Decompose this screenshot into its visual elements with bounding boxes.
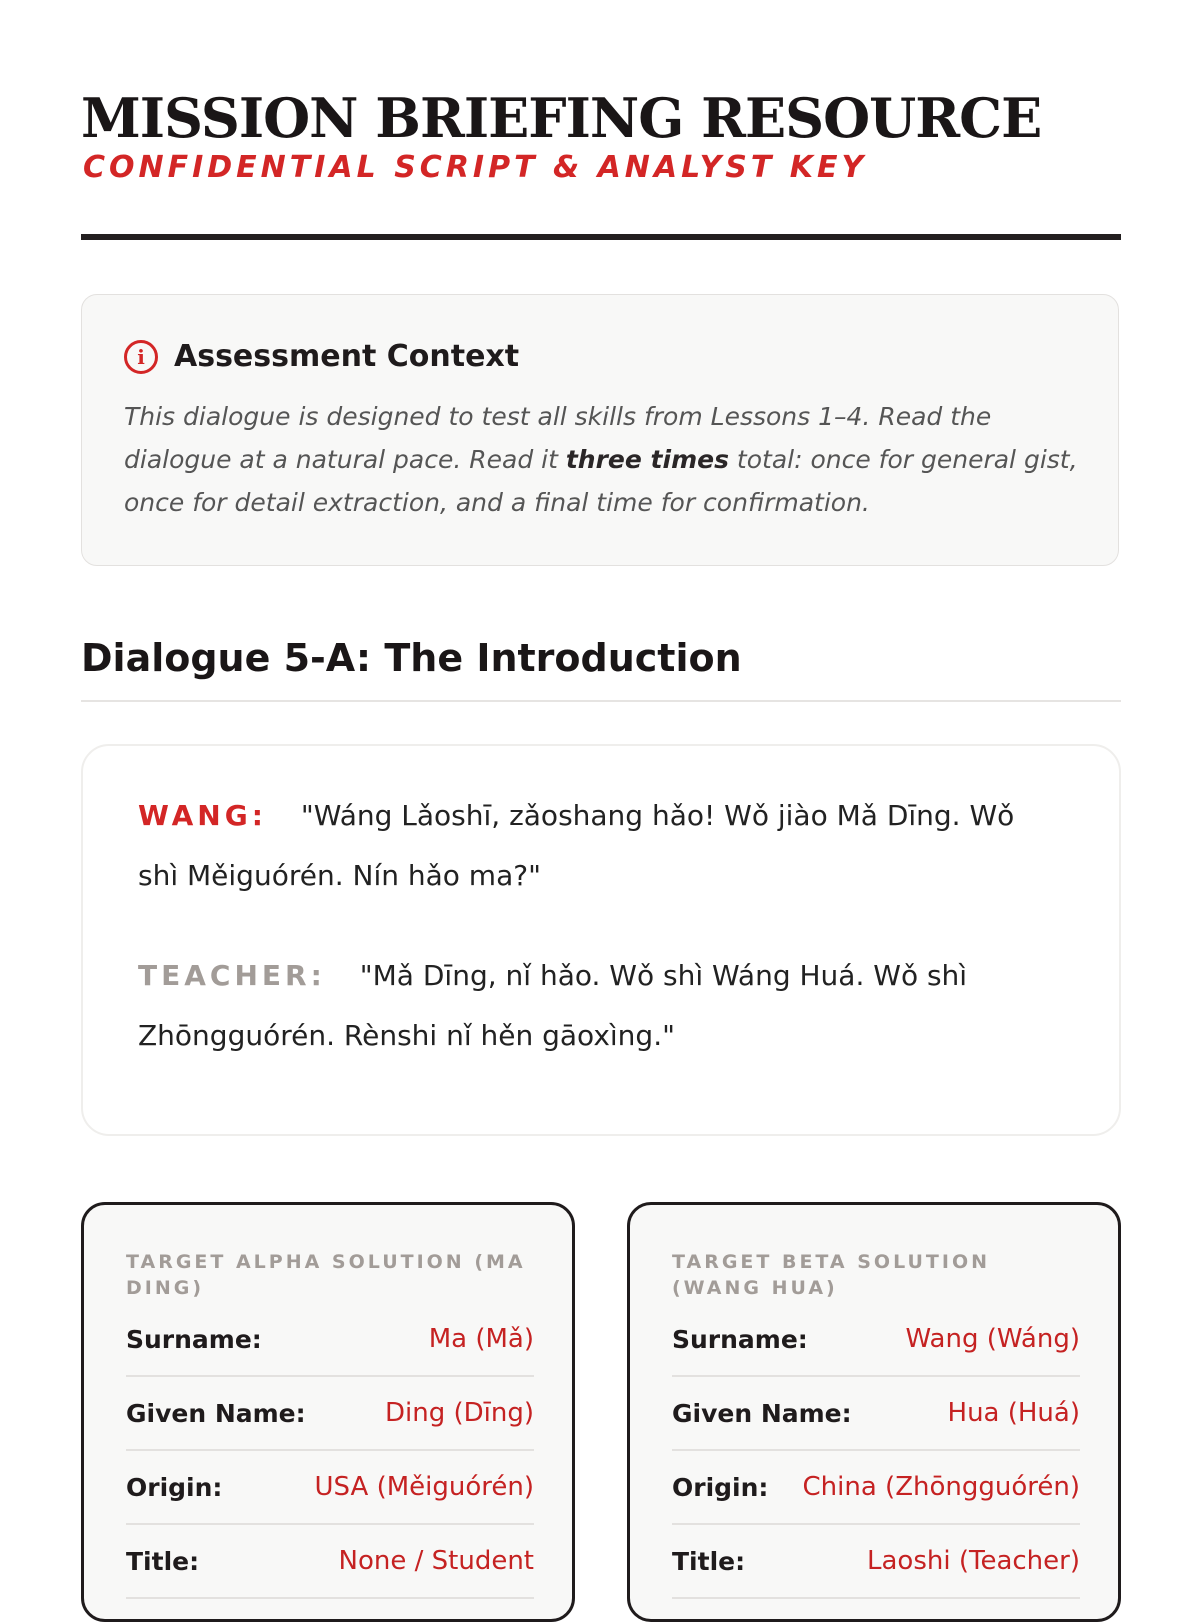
context-body: [124, 395, 1084, 524]
dialogue-script-box: [81, 744, 1121, 1136]
solution-card-beta: [627, 1202, 1121, 1622]
info-icon: i: [124, 340, 158, 374]
row-value: Laoshi (Teacher): [867, 1546, 1080, 1576]
dialogue-text: "Wáng Lǎoshī, zǎoshang hǎo! Wǒ jiào Mǎ Dīng. Wǒ shì Měiguórén. Nín hǎo ma?": [138, 799, 1015, 892]
header-divider: [81, 234, 1121, 240]
solution-row-surname: [672, 1303, 1080, 1377]
speaker-label-teacher: TEACHER:: [138, 959, 326, 992]
speaker-label-wang: WANG:: [138, 799, 267, 832]
solution-card-alpha: [81, 1202, 575, 1622]
row-value: Ding (Dīng): [384, 1398, 534, 1428]
solution-row-title: [672, 1525, 1080, 1599]
row-value: Wang (Wáng): [905, 1324, 1080, 1354]
row-value: Hua (Huá): [947, 1398, 1080, 1428]
solution-card-title: TARGET ALPHA SOLUTION (MA DING): [126, 1251, 526, 1299]
page-title: MISSION BRIEFING RESOURCE: [81, 86, 1042, 150]
row-label: Title:: [126, 1546, 200, 1576]
dialogue-line: [138, 946, 1058, 1066]
solution-row-origin: [672, 1451, 1080, 1525]
solution-row-title: [126, 1525, 534, 1599]
context-body-text: This dialogue is designed to test all skills from Lessons 1–4. Read the dialogue at a natural pace. Read it: [124, 402, 992, 474]
solution-row-surname: [126, 1303, 534, 1377]
row-value: China (Zhōngguórén): [802, 1472, 1080, 1502]
row-label: Given Name:: [672, 1398, 852, 1428]
assessment-context-box: [81, 294, 1119, 566]
row-label: Origin:: [672, 1472, 769, 1502]
dialogue-title: Dialogue 5-A: The Introduction: [81, 636, 742, 680]
dialogue-line: [138, 786, 1058, 906]
row-label: Surname:: [672, 1324, 808, 1354]
dialogue-text: "Mǎ Dīng, nǐ hǎo. Wǒ shì Wáng Huá. Wǒ shì Zhōngguórén. Rènshi nǐ hěn gāoxìng.": [138, 959, 968, 1052]
row-value: Ma (Mǎ): [428, 1324, 534, 1354]
row-label: Given Name:: [126, 1398, 306, 1428]
row-value: None / Student: [338, 1546, 534, 1576]
row-label: Title:: [672, 1546, 746, 1576]
solution-card-title: TARGET BETA SOLUTION (WANG HUA): [672, 1251, 991, 1299]
context-header: [124, 339, 519, 374]
context-title: Assessment Context: [174, 339, 520, 374]
context-body-emphasis: three times: [565, 445, 729, 474]
solution-row-given-name: [672, 1377, 1080, 1451]
context-body-text-end: total: once for general gist, once for detail extraction, and a final time for confirmation.: [124, 445, 1078, 517]
row-label: Surname:: [126, 1324, 262, 1354]
section-divider: [81, 700, 1121, 702]
row-label: Origin:: [126, 1472, 223, 1502]
row-value: USA (Měiguórén): [314, 1472, 534, 1502]
solution-row-given-name: [126, 1377, 534, 1451]
solution-row-origin: [126, 1451, 534, 1525]
page-subtitle: CONFIDENTIAL SCRIPT & ANALYST KEY: [83, 150, 868, 185]
